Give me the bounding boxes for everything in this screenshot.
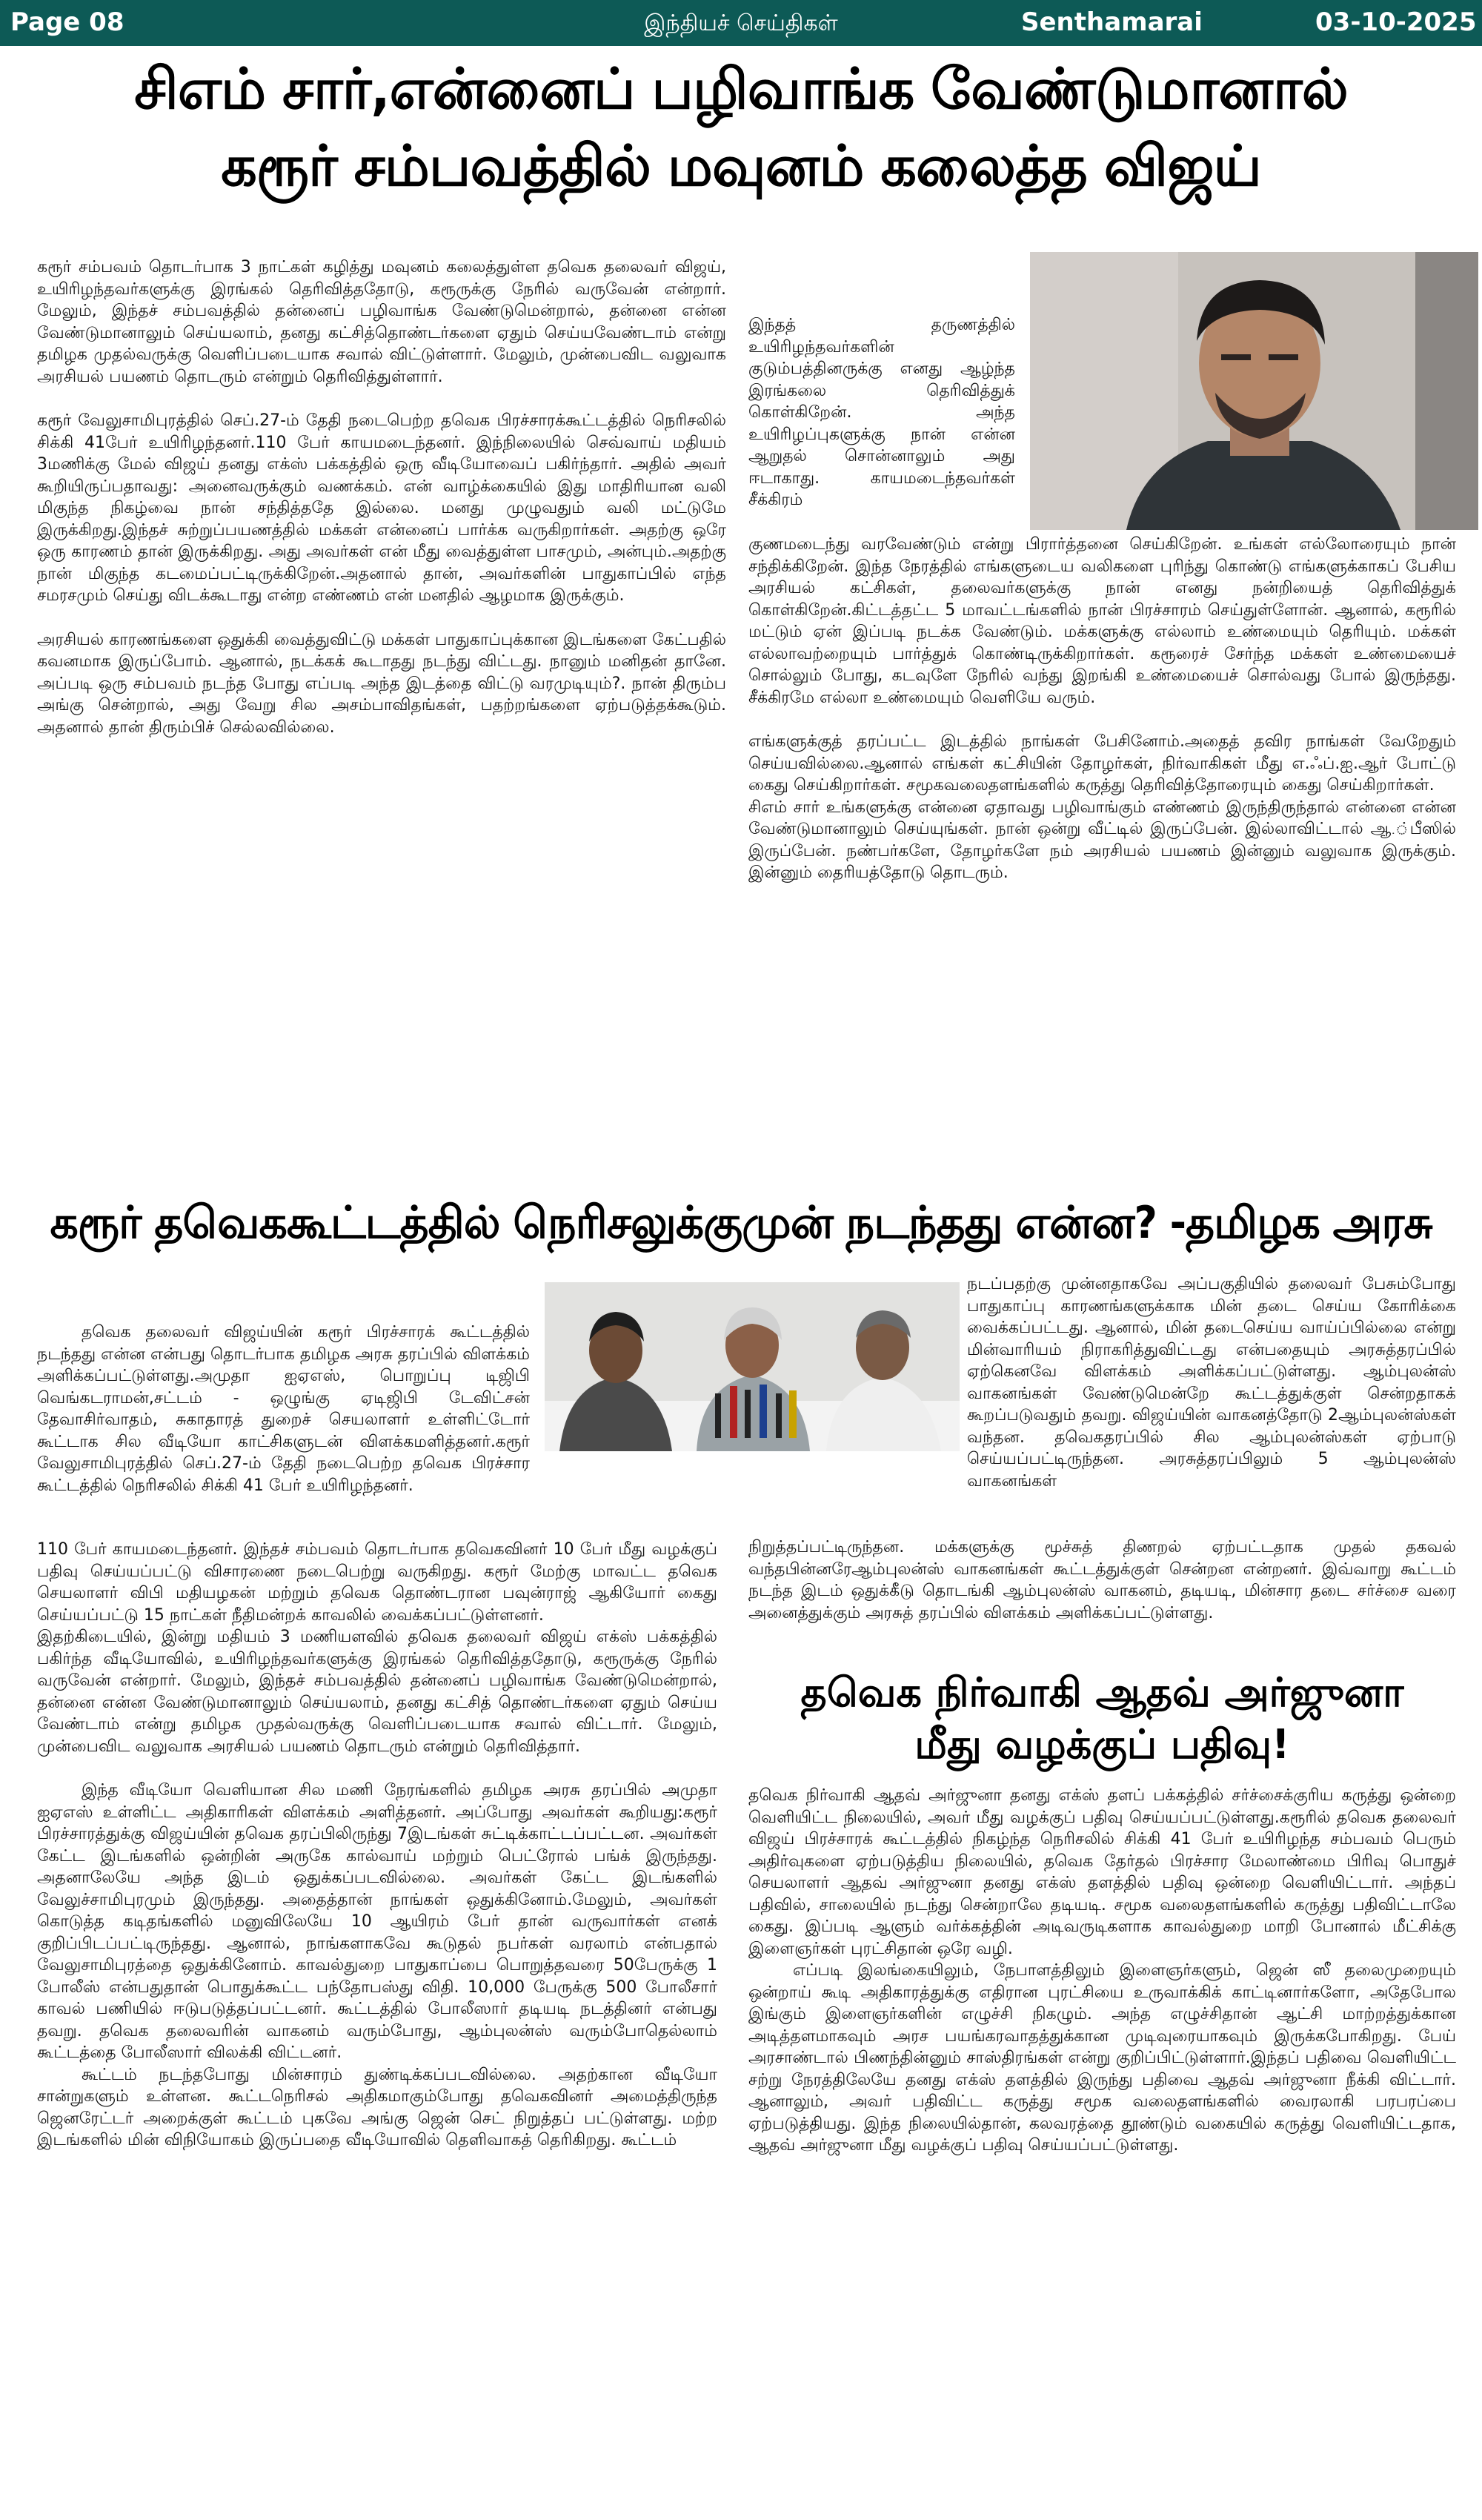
story3-paragraph: தவெக நிர்வாகி ஆதவ் அர்ஜுனா தனது எக்ஸ் தளப் பக்கத்தில் சர்ச்சைக்குரிய கருத்து ஒன்றை வெளியிட்ட நிலையில், அவர் மீது வழக்குப் பதிவு செய்யப்பட்டுள்ளது.கரூரில் தவெக தலைவர் விஜய் பிரச்சாரக் கூட்டத்தில் நிகழ்ந்த நெரிசலில் சிக்கி 41 பேர் உயிரிழந்த சம்பவம் பெரும் அதிர்வுகளை ஏற்படுத்திய நிலையில், தவெக தேர்தல் பிரச்சார மேலாண்மை பிரிவு பொதுச் செயலாளர் ஆதவ் அர்ஜுனா தனது எக்ஸ் தளத்தில் பதிவு ஒன்றை வெளியிட்டார். அந்தப் பதிவில், சாலையில் நடந்து சென்றாலே தடியடி. சமூக வலைதளங்களில் கருத்து பதிவிட்டாலே கைது. இப்படி ஆளும் வர்க்கத்தின் அடிவருடிகளாக காவல்துறை மாறி போனால் மீட்சிக்கு இளைஞர்கள் புரட்சிதான் ஒரே வழி. [748, 1786, 1456, 1958]
story2-left-column [37, 1539, 717, 2152]
story2-left-column-top [37, 1322, 530, 1496]
press-meet-illustration [545, 1282, 960, 1451]
story1-headline-line1: சிஎம் சார்,என்னைப் பழிவாங்க வேண்டுமானால் [134, 56, 1348, 122]
story2-paragraph: தவெக தலைவர் விஜய்யின் கரூர் பிரச்சாரக் கூட்டத்தில் நடந்தது என்ன என்பது தொடர்பாக தமிழக அரசு தரப்பில் விளக்கம் அளிக்கப்பட்டுள்ளது.அமுதா ஐஏஎஸ், பொறுப்பு டிஜிபி வெங்கடராமன்,சட்டம் - ஒழுங்கு ஏடிஜிபி டேவிட்சன் தேவாசிர்வாதம், சுகாதாரத் துறைச் செயலாளர் உள்ளிட்டோர் கூட்டாக சில வீடியோ காட்சிகளுடன் விளக்கமளித்தனர்.கரூர் வேலுசாமிபுரத்தில் செப்.27-ம் தேதி நடைபெற்ற தவெக பிரச்சார கூட்டத்தில் நெரிசலில் சிக்கி 41 பேர் உயிரிழந்தனர். [37, 1323, 530, 1495]
story2-right-column [748, 1536, 1456, 1624]
story1-paragraph: கரூர் வேலுசாமிபுரத்தில் செப்.27-ம் தேதி நடைபெற்ற தவெக பிரச்சாரக்கூட்டத்தில் நெரிசலில் சிக்கி 41பேர் உயிரிழந்தனர்.110 பேர் காயமடைந்தனர். இந்நிலையில் செவ்வாய் மதியம் 3மணிக்கு மேல் விஜய் தனது எக்ஸ் பக்கத்தில் ஒரு வீடியோவைப் பகிர்ந்தார். அதில் அவர் கூறியிருப்பதாவது: அனைவருக்கும் வணக்கம். என் வாழ்க்கையில் இது மாதிரியான வலி மிகுந்த நிகழ்வை நான் சந்தித்ததே இல்லை. மனது முழுவதும் வலி மட்டுமே இருக்கிறது.இந்தச் சுற்றுப்பயணத்தில் மக்கள் என்னைப் பார்க்க வருகிறார்கள். அதற்கு ஒரே ஒரு காரணம் தான் இருக்கிறது. அது அவர்கள் என் மீது வைத்துள்ள பாசமும், அன்பும்.அதற்கு நான் மிகுந்த கடமைப்பட்டிருக்கிறேன்.அதனால் தான், அவர்களின் பாதுகாப்பில் எந்த சமரசமும் செய்து விடக்கூடாது என்ற எண்ணம் என் மனதில் ஆழமாக இருக்கும். [37, 411, 726, 605]
story3-paragraph: எப்படி இலங்கையிலும், நேபாளத்திலும் இளைஞர்களும், ஜென் ஸீ தலைமுறையும் ஒன்றாய் கூடி அதிகாரத்துக்கு எதிரான புரட்சியை உருவாக்கிக் காட்டினார்களோ, அதேபோல இங்கும் இளைஞர்களின் எழுச்சி நிகழும். அந்த எழுச்சிதான் ஆட்சி மாற்றத்துக்கான அடித்தளமாகவும் அரச பயங்கரவாதத்துக்கான முடிவுரையாகவும் இருக்கபோகிறது. பேய் அரசாண்டால் பிணந்தின்னும் சாஸ்திரங்கள் என்று குறிப்பிட்டுள்ளார்.இந்தப் பதிவை வெளியிட்ட சற்று நேரத்திலேயே தனது எக்ஸ் தளத்தில் இருந்து பதிவை ஆதவ் அர்ஜுனா நீக்கி விட்டார். ஆனாலும், அவர் பதிவிட்ட கருத்து சமூக வலைதளங்களில் வைரலாகி பரபரப்பை ஏற்படுத்தியது. இந்த நிலையில்தான், கலவரத்தை தூண்டும் வகையில் கருத்து வெளியிட்டதாக, ஆதவ் அர்ஜுனா மீது வழக்குப் பதிவு செய்யப்பட்டுள்ளது. [748, 1961, 1456, 2155]
issue-date: 03-10-2025 [1315, 7, 1477, 37]
vijay-photo [1030, 252, 1478, 530]
story1-right-column [748, 534, 1456, 884]
story1-paragraph: அரசியல் காரணங்களை ஒதுக்கி வைத்துவிட்டு மக்கள் பாதுகாப்புக்கான இடங்களை கேட்பதில் கவனமாக இருப்போம். ஆனால், நடக்கக் கூடாதது நடந்து விட்டது. நானும் மனிதன் தானே. அப்படி ஒரு சம்பவம் நடந்த போது எப்படி அந்த இடத்தை விட்டு வரமுடியும்?. நான் திரும்ப அங்கு சென்றால், அது வேறு சில அசம்பாவிதங்கள், பதற்றங்களை ஏற்படுத்தக்கூடும். அதனால் தான் திரும்பிச் செல்லவில்லை. [37, 630, 726, 737]
story3-column [748, 1785, 1456, 2157]
story2-paragraph: நடப்பதற்கு முன்னதாகவே அப்பகுதியில் தலைவர் பேசும்போது பாதுகாப்பு காரணங்களுக்காக மின் தடை செய்ய கோரிக்கை வைக்கப்பட்டது. ஆனால், மின் தடைசெய்ய வாய்ப்பில்லை என்று மின்வாரியம் நிராகரித்துவிட்டது என்பதையும் அரசுத்தரப்பில் ஏற்கெனவே விளக்கம் அளிக்கப்பட்டுள்ளது. ஆம்புலன்ஸ் வாகனங்கள் வேண்டுமென்றே கூட்டத்துக்குள் சென்றதாகக் கூறப்படுவதும் தவறு. விஜய்யின் வாகனத்தோடு 2ஆம்புலன்ஸ்கள் வந்தன. தவெகதரப்பில் சில ஆம்புலன்ஸ்கள் ஏற்பாடு செய்யப்பட்டிருந்தன. அரசுத்தரப்பிலும் 5 ஆம்புலன்ஸ் வாகனங்கள் [967, 1275, 1456, 1491]
story2-paragraph: இந்த வீடியோ வெளியான சில மணி நேரங்களில் தமிழக அரசு தரப்பில் அமுதா ஐஏஎஸ் உள்ளிட்ட அதிகாரிகள் விளக்கம் அளித்தனர். அப்போது அவர்கள் கூறியது:கரூர் பிரச்சாரத்துக்கு விஜய்யின் தவெக தரப்பிலிருந்து 7இடங்கள் சுட்டிக்காட்டப்பட்டன. அவர்கள் கேட்ட இடங்களில் ஒன்றின் அருகே கால்வாய் மற்றும் பெட்ரோல் பங்க் இருந்தது. அதனாலேயே அந்த இடம் ஒதுக்கப்படவில்லை. அவர்கள் கேட்ட இடங்களில் வேலுச்சாமிபுரமும் இருந்தது. அதைத்தான் நாங்கள் ஒதுக்கினோம்.மேலும், அவர்கள் கொடுத்த கடிதங்களில் மனுவிலேயே 10 ஆயிரம் பேர் தான் வருவார்கள் எனக் குறிப்பிடப்பட்டிருந்தது. ஆனால், நாங்களாகவே கூடுதல் நபர்கள் வரலாம் என்பதால் வேலுசாமிபுரத்தை ஒதுக்கினோம். காவல்துறை பாதுகாப்பை பொறுத்தவரை 50பேருக்கு 1 போலீஸ் என்பதுதான் பொதுக்கூட்ட பந்தோபஸ்து விதி. 10,000 பேருக்கு 500 போலீசார் காவல் பணியில் ஈடுபடுத்தப்பட்டனர். கூட்டத்தில் போலீஸார் தடியடி நடத்தினர் என்பது தவறு. தவெக தலைவரின் வாகனம் வரும்போது, ஆம்புலன்ஸ் வரும்போதெல்லாம் கூட்டத்தை போலீஸார் விலக்கி விட்டனர். [37, 1781, 717, 2062]
vijay-portrait-illustration [1030, 252, 1478, 530]
story2-paragraph: 110 பேர் காயமடைந்தனர். இந்தச் சம்பவம் தொடர்பாக தவெகவினர் 10 பேர் மீது வழக்குப் பதிவு செய்யப்பட்டு விசாரணை நடைபெற்று வருகிறது. கரூர் மேற்கு மாவட்ட தவெக செயலாளர் விபி மதியழகன் மற்றும் தவெக தொண்டரான பவுன்ராஜ் ஆகியோர் கைது செய்யப்பட்டு 15 நாட்கள் நீதிமன்றக் காவலில் வைக்கப்பட்டுள்ளனர். [37, 1540, 717, 1625]
story1-headline-line2: கரூர் சம்பவத்தில் மவுனம் கலைத்த விஜய் [221, 133, 1261, 199]
story1-paragraph: எங்களுக்குத் தரப்பட்ட இடத்தில் நாங்கள் பேசினோம்.அதைத் தவிர நாங்கள் வேறேதும் செய்யவில்லை.ஆனால் எங்கள் கட்சியின் தோழர்கள், நிர்வாகிகள் மீது எ.ஃப்.ஐ.ஆர் போட்டு கைது செய்கிறார்கள். சமூகவலைதளங்களில் கருத்து தெரிவித்தோரையும் கைது செய்கிறார்கள். [748, 732, 1456, 795]
story1-paragraph: இந்தத் தருணத்தில் உயிரிழந்தவர்களின் குடும்பத்தினருக்கு எனது ஆழ்ந்த இரங்கலை தெரிவித்துக் கொள்கிறேன். அந்த உயிரிழப்புகளுக்கு நான் என்ன ஆறுதல் சொன்னாலும் அது ஈடாகாது. காயமடைந்தவர்கள் சீக்கிரம் [748, 316, 1015, 509]
section-name: இந்தியச் செய்திகள் [644, 10, 838, 36]
story1-paragraph: குணமடைந்து வரவேண்டும் என்று பிரார்த்தனை செய்கிறேன். உங்கள் எல்லோரையும் நான் சந்திக்கிறேன். இந்த நேரத்தில் எங்களுடைய வலிகளை புரிந்து கொண்டு எங்களுக்காகப் பேசிய அரசியல் கட்சிகள், தலைவர்களுக்கு நான் எனது நன்றியைத் தெரிவித்துக் கொள்கிறேன்.கிட்டத்தட்ட 5 மாவட்டங்களில் நான் பிரச்சாரம் செய்துள்ளோன். ஆனால், கரூரில் மட்டும் ஏன் இப்படி நடக்க வேண்டும். மக்களுக்கு எல்லாம் உண்மையும் தெரியும். மக்கள் எல்லாவற்றையும் பார்த்துக் கொண்டிருக்கிறார்கள். கரூரைச் சேர்ந்த மக்கள் உண்மையைச் சொல்லும் போது, கடவுளே நேரில் வந்து இறங்கி உண்மையைச் சொல்வது போல் இருந்தது. சீக்கிரமே எல்லா உண்மையும் வெளியே வரும். [748, 535, 1456, 707]
page-number: Page 08 [10, 7, 124, 37]
newspaper-name: Senthamarai [1021, 7, 1203, 37]
story2-right-column-top [967, 1273, 1456, 1492]
press-meet-photo [545, 1282, 960, 1451]
story1-paragraph: கரூர் சம்பவம் தொடர்பாக 3 நாட்கள் கழித்து மவுனம் கலைத்துள்ள தவெக தலைவர் விஜய், உயிரிழந்தவர்களுக்கு இரங்கல் தெரிவித்ததோடு, கரூருக்கு நேரில் வருவேன் என்றார். மேலும், இந்தச் சம்பவத்தில் தன்னைப் பழிவாங்க வேண்டுமென்றால், தன்னை என்ன வேண்டுமானாலும் செய்யலாம், தனது கட்சித்தொண்டர்களை ஏதும் செய்யவேண்டாம் என்று தமிழக முதல்வருக்கு வெளிப்படையாக சவால் விட்டுள்ளார். மேலும், முன்பைவிட வலுவாக அரசியல் பயணம் தொடரும் என்றும் தெரிவித்துள்ளார். [37, 258, 726, 386]
story1-paragraph: சிஎம் சார் உங்களுக்கு என்னை ஏதாவது பழிவாங்கும் எண்ணம் இருந்திருந்தால் என்னை என்ன வேண்டுமானாலும் செய்யுங்கள். நான் ஒன்று வீட்டில் இருப்பேன். இல்லாவிட்டால் ஆ.்பீஸில் இருப்பேன். நண்பர்களே, தோழர்களே நம் அரசியல் பயணம் இன்னும் வலுவாக இருக்கும். இன்னும் தைரியத்தோடு தொடரும். [748, 798, 1456, 882]
story2-paragraph: கூட்டம் நடந்தபோது மின்சாரம் துண்டிக்கப்படவில்லை. அதற்கான வீடியோ சான்றுகளும் உள்ளன. கூட்டநெரிசல் அதிகமாகும்போது தவெகவினர் அமைத்திருந்த ஜெனரேட்டர் அறைக்குள் கூட்டம் புகவே அங்கு ஜென் செட் நிறுத்தப் பட்டுள்ளது. மற்ற இடங்களில் மின் விநியோகம் இருப்பதை வீடியோவில் தெளிவாகத் தெரிகிறது. கூட்டம் [37, 2065, 717, 2149]
story3-headline-line1: தவெக நிர்வாகி ஆதவ் அர்ஜுனா [800, 1669, 1404, 1716]
story3-headline-line2: மீது வழக்குப் பதிவு! [914, 1721, 1290, 1768]
story1-right-column-top [748, 314, 1015, 511]
story1-left-column [37, 256, 726, 738]
page-header [0, 0, 1482, 46]
story2-headline: கரூர் தவெககூட்டத்தில் நெரிசலுக்குமுன் நடந்தது என்ன? -தமிழக அரசு [50, 1197, 1432, 1249]
story2-paragraph: இதற்கிடையில், இன்று மதியம் 3 மணியளவில் தவெக தலைவர் விஜய் எக்ஸ் பக்கத்தில் பகிர்ந்த வீடியோவில், உயிரிழந்தவர்களுக்கு இரங்கல் தெரிவித்ததோடு, கரூருக்கு நேரில் வருவேன் என்றார். மேலும், இந்தச் சம்பவத்தில் தன்னைப் பழிவாங்க வேண்டுமென்றால், தன்னை என்ன வேண்டுமானாலும் செய்யலாம், தனது கட்சித் தொண்டர்களை ஏதும் செய்ய வேண்டாம் என்று தமிழக முதல்வருக்கு வெளிப்படையாக சவால் விட்டார். மேலும், முன்பைவிட வலுவாக அரசியல் பயணம் தொடரும் என்றும் தெரிவித்தார். [37, 1628, 717, 1756]
story2-paragraph: நிறுத்தப்பட்டிருந்தன. மக்களுக்கு மூச்சுத் திணறல் ஏற்பட்டதாக முதல் தகவல் வந்தபின்னரேஆம்புலன்ஸ் வாகனங்கள் கூட்டத்துக்குள் சென்றன என்றனர். இவ்வாறு கூட்டம் நடந்த இடம் ஒதுக்கீடு தொடங்கி ஆம்புலன்ஸ் வாகனம், தடியடி, மின்சார தடை சர்ச்சை வரை அனைத்துக்கும் அரசுத் தரப்பில் விளக்கம் அளிக்கப்பட்டுள்ளது. [748, 1538, 1456, 1622]
